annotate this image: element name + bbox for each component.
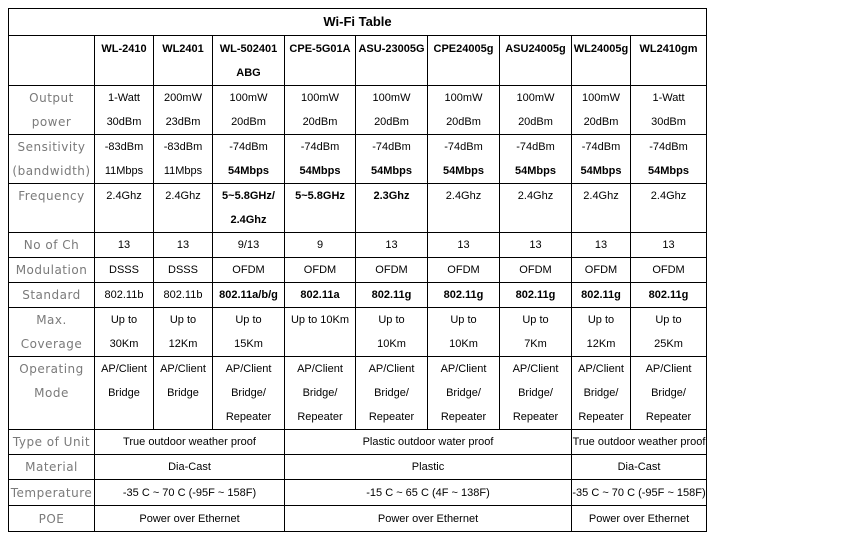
header-model: WL-2410 xyxy=(95,36,154,86)
table-cell: 100mW 20dBm xyxy=(213,86,285,135)
table-cell: Up to 10Km xyxy=(356,308,428,357)
header-model: WL24005g xyxy=(572,36,631,86)
table-cell: 1-Watt 30dBm xyxy=(95,86,154,135)
table-row xyxy=(9,258,707,283)
header-model: ASU24005g xyxy=(500,36,572,86)
table-cell: Up to 30Km xyxy=(95,308,154,357)
table-row xyxy=(9,308,707,357)
table-cell: Plastic xyxy=(285,455,572,480)
table-cell: 13 xyxy=(428,233,500,258)
table-cell: Dia-Cast xyxy=(572,455,707,480)
header-model: WL-502401 ABG xyxy=(213,36,285,86)
row-label-type-of-unit: Type of Unit xyxy=(9,430,95,455)
row-label-standard: Standard xyxy=(9,283,95,308)
table-cell: 13 xyxy=(572,233,631,258)
table-cell: AP/Client Bridge xyxy=(154,357,213,430)
table-cell: -74dBm 54Mbps xyxy=(631,135,707,184)
table-cell: 802.11g xyxy=(572,283,631,308)
table-cell: -74dBm 54Mbps xyxy=(500,135,572,184)
table-cell: 802.11b xyxy=(95,283,154,308)
row-label-no-of-ch: No of Ch xyxy=(9,233,95,258)
table-cell: Up to 15Km xyxy=(213,308,285,357)
table-cell: 802.11g xyxy=(428,283,500,308)
table-cell: 2.4Ghz xyxy=(500,184,572,233)
wifi-table xyxy=(8,8,707,532)
table-cell: OFDM xyxy=(356,258,428,283)
table-cell: 100mW 20dBm xyxy=(500,86,572,135)
table-cell: 2.4Ghz xyxy=(428,184,500,233)
table-cell: Power over Ethernet xyxy=(95,506,285,532)
table-cell: 13 xyxy=(500,233,572,258)
table-cell: 2.4Ghz xyxy=(154,184,213,233)
table-cell: OFDM xyxy=(285,258,356,283)
table-cell: DSSS xyxy=(154,258,213,283)
table-cell: -74dBm 54Mbps xyxy=(356,135,428,184)
table-cell: AP/Client Bridge/ Repeater xyxy=(213,357,285,430)
row-label-poe: POE xyxy=(9,506,95,532)
table-cell: AP/Client Bridge/ Repeater xyxy=(356,357,428,430)
table-cell: -15 C ~ 65 C (4F ~ 138F) xyxy=(285,480,572,506)
table-cell: Up to 12Km xyxy=(572,308,631,357)
table-row xyxy=(9,506,707,532)
table-cell: 13 xyxy=(154,233,213,258)
row-label-material: Material xyxy=(9,455,95,480)
table-cell: -83dBm 11Mbps xyxy=(95,135,154,184)
table-cell: 100mW 20dBm xyxy=(428,86,500,135)
table-cell: OFDM xyxy=(428,258,500,283)
table-cell: 2.4Ghz xyxy=(95,184,154,233)
table-cell: Up to 10Km xyxy=(285,308,356,357)
table-cell: -35 C ~ 70 C (-95F ~ 158F) xyxy=(95,480,285,506)
table-cell: DSSS xyxy=(95,258,154,283)
table-cell: -83dBm 11Mbps xyxy=(154,135,213,184)
table-cell: 802.11b xyxy=(154,283,213,308)
table-row xyxy=(9,135,707,184)
table-cell: 13 xyxy=(356,233,428,258)
table-cell: 802.11a xyxy=(285,283,356,308)
row-label-modulation: Modulation xyxy=(9,258,95,283)
table-cell: Up to 25Km xyxy=(631,308,707,357)
table-row xyxy=(9,480,707,506)
table-cell: -74dBm 54Mbps xyxy=(213,135,285,184)
table-cell: Up to 10Km xyxy=(428,308,500,357)
table-cell: OFDM xyxy=(631,258,707,283)
table-cell: 802.11a/b/g xyxy=(213,283,285,308)
table-cell: 802.11g xyxy=(356,283,428,308)
table-cell: 5~5.8GHz/ 2.4Ghz xyxy=(213,184,285,233)
table-cell: 200mW 23dBm xyxy=(154,86,213,135)
table-cell: True outdoor weather proof xyxy=(95,430,285,455)
header-corner xyxy=(9,36,95,86)
table-row xyxy=(9,86,707,135)
row-label-operating-mode: Operating Mode xyxy=(9,357,95,430)
table-cell: Power over Ethernet xyxy=(285,506,572,532)
table-row xyxy=(9,455,707,480)
table-cell: OFDM xyxy=(572,258,631,283)
table-cell: 100mW 20dBm xyxy=(356,86,428,135)
table-cell: True outdoor weather proof xyxy=(572,430,707,455)
table-cell: -74dBm 54Mbps xyxy=(285,135,356,184)
table-cell: AP/Client Bridge/ Repeater xyxy=(572,357,631,430)
table-row xyxy=(9,357,707,430)
row-label-coverage: Max. Coverage xyxy=(9,308,95,357)
header-model: CPE24005g xyxy=(428,36,500,86)
table-cell: -74dBm 54Mbps xyxy=(428,135,500,184)
table-cell: 2.4Ghz xyxy=(572,184,631,233)
table-row xyxy=(9,283,707,308)
table-cell: 2.4Ghz xyxy=(631,184,707,233)
table-cell: 13 xyxy=(631,233,707,258)
table-cell: 802.11g xyxy=(500,283,572,308)
table-cell: -74dBm 54Mbps xyxy=(572,135,631,184)
row-label-output-power: Output power xyxy=(9,86,95,135)
table-cell: 100mW 20dBm xyxy=(572,86,631,135)
table-cell: 9 xyxy=(285,233,356,258)
table-cell: Plastic outdoor water proof xyxy=(285,430,572,455)
header-model: CPE-5G01A xyxy=(285,36,356,86)
table-cell: 802.11g xyxy=(631,283,707,308)
header-model: WL2401 xyxy=(154,36,213,86)
table-cell: OFDM xyxy=(500,258,572,283)
row-label-temperature: Temperature xyxy=(9,480,95,506)
header-model: ASU-23005G xyxy=(356,36,428,86)
table-cell: 9/13 xyxy=(213,233,285,258)
table-cell: Power over Ethernet xyxy=(572,506,707,532)
table-cell: 1-Watt 30dBm xyxy=(631,86,707,135)
table-cell: AP/Client Bridge/ Repeater xyxy=(428,357,500,430)
table-row xyxy=(9,430,707,455)
table-cell: Up to 12Km xyxy=(154,308,213,357)
table-row xyxy=(9,184,707,233)
table-cell: AP/Client Bridge/ Repeater xyxy=(285,357,356,430)
table-cell: 5~5.8GHz xyxy=(285,184,356,233)
table-cell: AP/Client Bridge/ Repeater xyxy=(631,357,707,430)
row-label-frequency: Frequency xyxy=(9,184,95,233)
table-cell: 13 xyxy=(95,233,154,258)
table-row xyxy=(9,233,707,258)
table-cell: Dia-Cast xyxy=(95,455,285,480)
table-cell: 100mW 20dBm xyxy=(285,86,356,135)
header-model: WL2410gm xyxy=(631,36,707,86)
table-title: Wi-Fi Table xyxy=(9,9,707,36)
row-label-sensitivity: Sensitivity (bandwidth) xyxy=(9,135,95,184)
table-cell: 2.3Ghz xyxy=(356,184,428,233)
table-cell: AP/Client Bridge/ Repeater xyxy=(500,357,572,430)
table-cell: AP/Client Bridge xyxy=(95,357,154,430)
table-cell: Up to 7Km xyxy=(500,308,572,357)
table-cell: OFDM xyxy=(213,258,285,283)
table-cell: -35 C ~ 70 C (-95F ~ 158F) xyxy=(572,480,707,506)
